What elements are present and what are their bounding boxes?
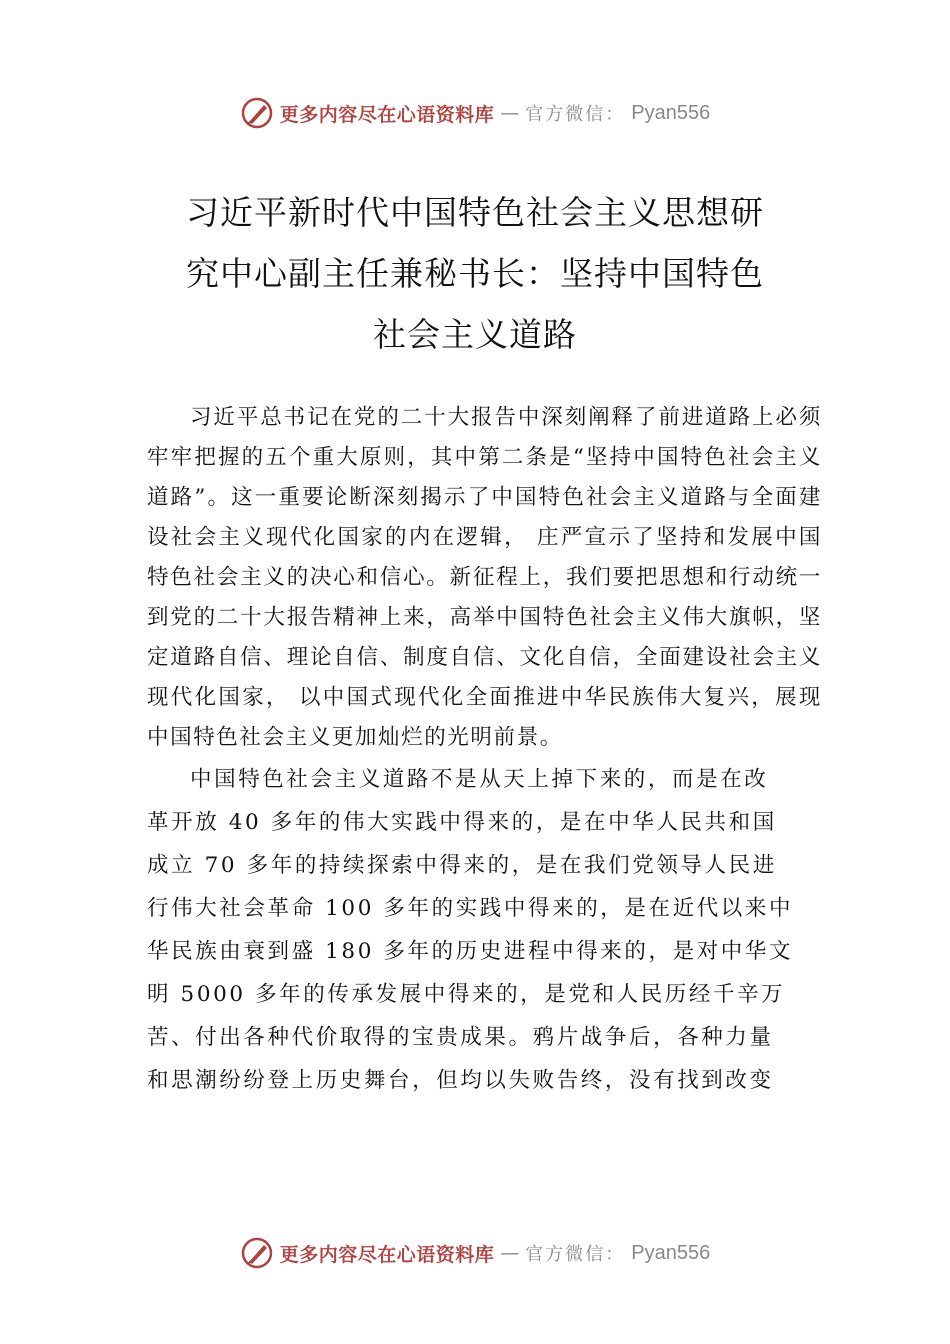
paragraph-line: 苦、付出各种代价取得的宝贵成果。鸦片战争后，各种力量 bbox=[147, 1025, 774, 1050]
title-line: 习近平新时代中国特色社会主义思想研 bbox=[186, 193, 764, 232]
title-line: 社会主义道路 bbox=[373, 315, 577, 354]
watermark-official: 官方微信： bbox=[525, 104, 626, 125]
header-watermark bbox=[0, 96, 950, 130]
paragraph-line: 行伟大社会革命 100 多年的实践中得来的，是在近代以来中 bbox=[147, 896, 794, 921]
footer-watermark bbox=[0, 1236, 950, 1270]
paragraph-line: 和思潮纷纷登上历史舞台，但均以失败告终，没有找到改变 bbox=[147, 1068, 774, 1093]
paragraph-line: 明 5000 多年的传承发展中得来的，是党和人民历经千辛万 bbox=[147, 982, 786, 1007]
paragraph-line: 革开放 40 多年的伟大实践中得来的，是在中华人民共和国 bbox=[147, 810, 777, 835]
watermark-id: Pyan556 bbox=[631, 101, 711, 124]
watermark-dash: — bbox=[500, 1242, 520, 1264]
quill-logo-icon bbox=[240, 96, 274, 130]
paragraph-line: 华民族由衰到盛 180 多年的历史进程中得来的，是对中华文 bbox=[147, 939, 794, 964]
paragraph-2 bbox=[147, 758, 822, 1102]
paragraph-line: 成立 70 多年的持续探索中得来的，是在我们党领导人民进 bbox=[147, 853, 777, 878]
document-body bbox=[147, 398, 822, 1102]
watermark-official: 官方微信： bbox=[525, 1244, 626, 1265]
watermark-text: 更多内容尽在心语资料库 bbox=[279, 1243, 495, 1266]
title-line: 究中心副主任兼秘书长：坚持中国特色 bbox=[186, 254, 764, 293]
document-title bbox=[150, 182, 800, 365]
paragraph-1: 习近平总书记在党的二十大报告中深刻阐释了前进道路上必须牢牢把握的五个重大原则，其中第二条是“坚持中国特色社会主义道路”。这一重要论断深刻揭示了中国特色社会主义道路与全面建设社会主义现代化国家的内在逻辑， 庄严宣示了坚持和发展中国特色社会主义的决心和信心。新征程上，我们要把思想和行动统一到党的二十大报告精神上来，高举中国特色社会主义伟大旗帜，坚定道路自信、理论自信、制度自信、文化自信，全面建设社会主义现代化国家， 以中国式现代化全面推进中华民族伟大复兴，展现中国特色社会主义更加灿烂的光明前景。 bbox=[147, 405, 822, 750]
watermark-dash: — bbox=[500, 102, 520, 124]
watermark-text: 更多内容尽在心语资料库 bbox=[279, 103, 495, 126]
watermark-id: Pyan556 bbox=[631, 1241, 711, 1264]
quill-logo-icon bbox=[240, 1236, 274, 1270]
paragraph-line: 中国特色社会主义道路不是从天上掉下来的，而是在改 bbox=[190, 767, 769, 792]
